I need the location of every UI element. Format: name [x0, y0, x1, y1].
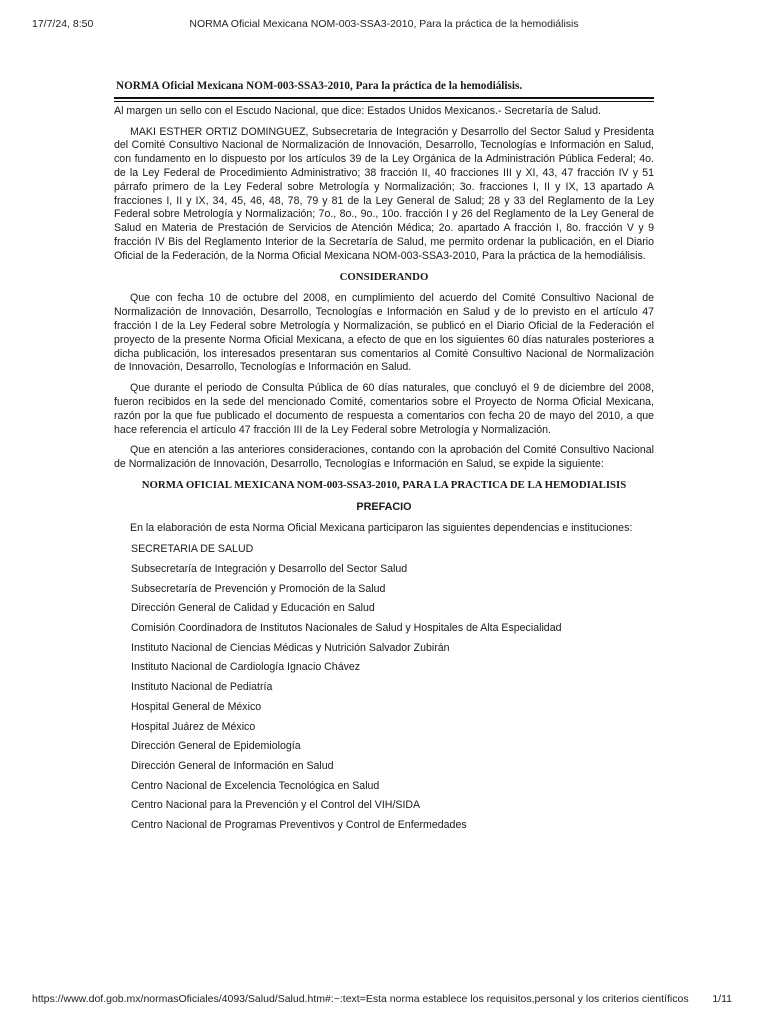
considerando-paragraph: Que con fecha 10 de octubre del 2008, en cumplimiento del acuerdo del Comité Consultivo Nacional de Normalización de Innovación, Desarrollo, Tecnologías e Información en Salud y de lo previsto en el artículo 47 fracción I de la Ley Federal sobre Metrología y Normalización, se publicó en el Diario Oficial de la Federación el proyecto de la presente Norma Oficial Mexicana, a efecto de que en los siguientes 60 días naturales posteriores a dicha publicación, los interesados presentaran sus comentarios al Comité Consultivo Nacional de Normalización de Innovación, Desarrollo, Tecnologías e Información en Salud. — [114, 292, 654, 374]
print-url: https://www.dof.gob.mx/normasOficiales/4093/Salud/Salud.htm#:~:text=Esta norma establece los requisitos,personal y los criterios científicos — [32, 993, 689, 1005]
preamble-paragraph: MAKI ESTHER ORTIZ DOMINGUEZ, Subsecretaria de Integración y Desarrollo del Sector Salud y Presidenta del Comité Consultivo Nacional de Normalización de Innovación, Desarrollo, Tecnologías e Información en Salud, con fundamento en lo dispuesto por los artículos 39 de la Ley Orgánica de la Administración Pública Federal; 4o. de la Ley Federal de Procedimiento Administrativo; 38 fracción II, 40 fracciones III y XI, 43, 47 fracción IV y 51 párrafo primero de la Ley Federal sobre Metrología y Normalización; 3o. fracciones I, II y IX, 13 apartado A fracciones I, II y IX, 34, 45, 46, 48, 78, 79 y 81 de la Ley General de Salud; 28 y 33 del Reglamento de la Ley Federal sobre Metrología y Normalización; 7o., 8o., 9o., 10o. fracción I y 26 del Reglamento de la Ley General de Salud en Materia de Prestación de Servicios de Atención Médica; 2o. apartado A fracción I, 8o. fracción V y 9 fracción IV Bis del Reglamento Interior de la Secretaría de Salud, me permito ordenar la publicación, en el Diario Oficial de la Federación, de la Norma Oficial Mexicana NOM-003-SSA3-2010, Para la práctica de la hemodiálisis. — [114, 125, 654, 262]
print-page-title: NORMA Oficial Mexicana NOM-003-SSA3-2010, Para la práctica de la hemodiálisis — [189, 18, 579, 30]
institution-item: Hospital Juárez de México — [131, 720, 256, 733]
document-title: NORMA Oficial Mexicana NOM-003-SSA3-2010, Para la práctica de la hemodiálisis. — [116, 80, 523, 92]
institution-item: Centro Nacional para la Prevención y el Control del VIH/SIDA — [131, 799, 421, 812]
print-datetime: 17/7/24, 8:50 — [32, 18, 94, 30]
considerando-paragraph: Que en atención a las anteriores consideraciones, contando con la aprobación del Comité Consultivo Nacional de Normalización de Innovación, Desarrollo, Tecnologías e Información en Salud, se expide la siguiente: — [114, 444, 654, 471]
institution-item: Dirección General de Calidad y Educación en Salud — [131, 602, 375, 615]
institution-item: Instituto Nacional de Cardiología Ignacio Chávez — [131, 661, 361, 674]
norma-heading: NORMA OFICIAL MEXICANA NOM-003-SSA3-2010, PARA LA PRACTICA DE LA HEMODIALISIS — [141, 478, 627, 491]
institution-item: Hospital General de México — [131, 700, 262, 713]
title-rule-thin — [114, 101, 654, 102]
institutions-list — [114, 542, 654, 837]
institution-item: Instituto Nacional de Ciencias Médicas y Nutrición Salvador Zubirán — [131, 641, 450, 654]
institution-item: Subsecretaría de Integración y Desarrollo del Sector Salud — [131, 563, 408, 575]
document-body — [114, 80, 654, 838]
institution-item: Dirección General de Epidemiología — [131, 740, 301, 753]
considerando-paragraph: Que durante el periodo de Consulta Pública de 60 días naturales, que concluyó el 9 de diciembre del 2008, fueron recibidos en la sede del mencionado Comité, comentarios sobre el Proyecto de Norma Oficial Mexicana, razón por la que fue publicado el documento de respuesta a comentarios con fecha 20 de mayo del 2010, a que hace referencia el artículo 47 fracción III de la Ley Federal sobre Metrología y Normalización. — [114, 382, 654, 436]
institution-item: Centro Nacional de Programas Preventivos y Control de Enfermedades — [131, 818, 467, 831]
page-number: 1/11 — [712, 993, 732, 1005]
considerando-heading: CONSIDERANDO — [339, 270, 429, 283]
print-header — [32, 18, 736, 32]
institution-item: Subsecretaría de Prevención y Promoción de la Salud — [131, 582, 386, 595]
institution-item: Instituto Nacional de Pediatría — [131, 681, 273, 694]
prefacio-heading: PREFACIO — [356, 500, 412, 513]
print-footer — [32, 993, 736, 1007]
institution-item: SECRETARIA DE SALUD — [131, 543, 254, 556]
institution-item: Centro Nacional de Excelencia Tecnológica en Salud — [131, 779, 380, 792]
margin-note: Al margen un sello con el Escudo Nacional, que dice: Estados Unidos Mexicanos.- Secretaría de Salud. — [114, 104, 601, 117]
institution-item: Dirección General de Información en Salud — [131, 759, 334, 772]
prefacio-intro: En la elaboración de esta Norma Oficial Mexicana participaron las siguientes dependencias e instituciones: — [130, 521, 633, 534]
title-rule-thick — [114, 97, 654, 99]
institution-item: Comisión Coordinadora de Institutos Nacionales de Salud y Hospitales de Alta Especialidad — [131, 622, 562, 635]
